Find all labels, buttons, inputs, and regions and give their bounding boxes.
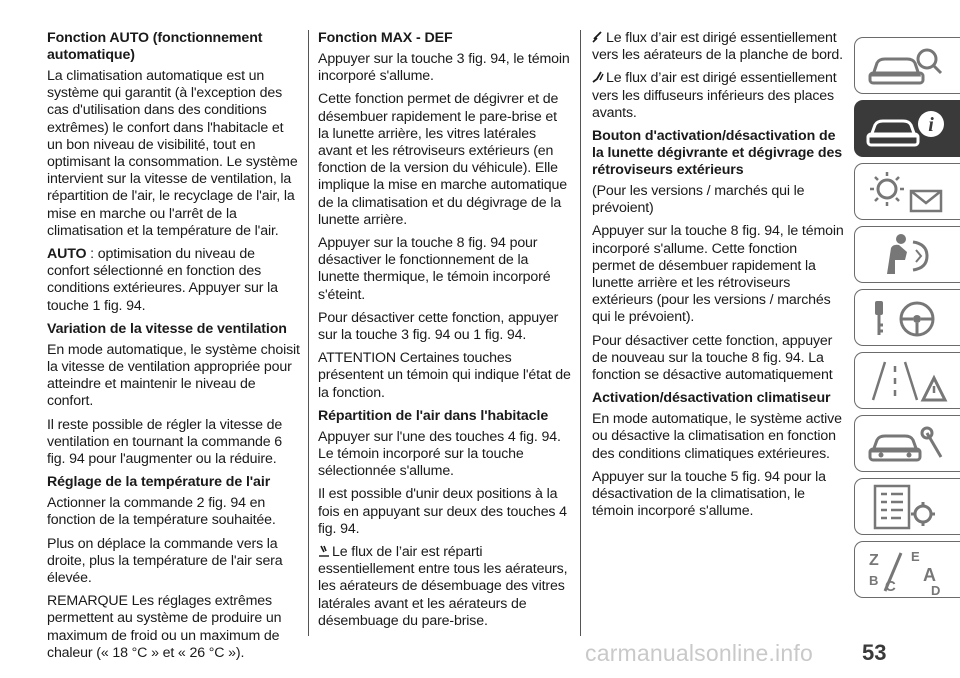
paragraph-flow-footwell: Le flux d’air est dirigé essentiellement vers les diffuseurs inférieurs des places avants. bbox=[592, 70, 837, 121]
auto-key-label: AUTO bbox=[47, 246, 87, 263]
airflow-dashboard-icon bbox=[592, 31, 604, 43]
column-2 bbox=[318, 30, 571, 636]
car-info-icon bbox=[861, 104, 951, 154]
page-number: 53 bbox=[862, 640, 887, 665]
airflow-footwell-icon bbox=[592, 71, 604, 83]
chapter-sidebar bbox=[854, 0, 960, 678]
svg-text:E: E bbox=[911, 549, 920, 564]
airflow-windscreen-icon bbox=[318, 545, 330, 557]
svg-text:B: B bbox=[869, 573, 879, 588]
key-steering-icon bbox=[861, 293, 951, 343]
heading-air-distribution: Répartition de l'air dans l'habitacle bbox=[318, 407, 549, 424]
paragraph-max-def-2: Cette fonction permet de dégivrer et de désembuer rapidement le pare-brise et la lunette arrière, les vitres latérales avant et les rétroviseurs extérieurs (en fonction de la version du véhicule). Elle implique la mise en marche automatique de la climatisation et du dégivrage de la lunette arrière. bbox=[318, 91, 568, 228]
tab-vehicle-overview[interactable] bbox=[854, 37, 960, 94]
paragraph-temperature-1: Actionner la commande 2 fig. 94 en fonction de la température souhaitée. bbox=[47, 495, 276, 529]
car-maintenance-icon bbox=[861, 419, 951, 469]
paragraph-air-conditioning-1: En mode automatique, le système active ou désactive la climatisation en fonction des conditions climatiques extérieures. bbox=[592, 411, 842, 462]
heading-rear-defrost-button: Bouton d'activation/désactivation de la lunette dégivrante et dégivrage des rétroviseurs extérieurs bbox=[592, 128, 843, 179]
watermark: carmanualsonline.info bbox=[585, 640, 813, 666]
technical-data-icon bbox=[861, 482, 951, 532]
tab-technical-specifications[interactable] bbox=[854, 478, 960, 535]
column-3 bbox=[592, 30, 844, 526]
paragraph-rear-defrost-1: (Pour les versions / marchés qui le prévoient) bbox=[592, 183, 805, 217]
tab-starting-driving[interactable] bbox=[854, 289, 960, 346]
alphabetical-index-icon bbox=[861, 545, 951, 595]
paragraph-air-distribution-1: Appuyer sur l'une des touches 4 fig. 94. Le témoin incorporé sur la touche sélectionnée s'allume. bbox=[318, 428, 561, 480]
auto-key-description: : optimisation du niveau de confort sélectionné en fonction des conditions extérieures. Appuyer sur la touche 1 fig. 94. bbox=[47, 246, 278, 314]
paragraph-temperature-2: Plus on déplace la commande vers la droite, plus la température de l'air sera élevée. bbox=[47, 535, 283, 587]
car-search-icon bbox=[861, 41, 951, 91]
heading-fan-speed: Variation de la vitesse de ventilation bbox=[47, 320, 287, 337]
paragraph-fan-speed-2: Il reste possible de régler la vitesse de ventilation en tournant la commande 6 fig. 94 pour l'augmenter ou la réduire. bbox=[47, 416, 283, 468]
road-warning-icon bbox=[861, 356, 951, 406]
paragraph-temperature-note: REMARQUE Les réglages extrêmes permettent au système de produire un maximum de froid ou un maximum de chaleur (« 18 °C » et « 26 °C »). bbox=[47, 593, 282, 661]
tab-getting-to-know-vehicle[interactable] bbox=[854, 100, 960, 157]
svg-text:C: C bbox=[885, 578, 896, 595]
paragraph-fan-speed-1: En mode automatique, le système choisit la vitesse de ventilation appropriée pour atteindre et maintenir le niveau de confort. bbox=[47, 341, 300, 410]
paragraph-rear-defrost-3: Pour désactiver cette fonction, appuyer de nouveau sur la touche 8 fig. 94. La fonction se désactive automatiquement bbox=[592, 332, 833, 384]
paragraph-air-distribution-2: Il est possible d'unir deux positions à la fois en appuyant sur deux des touches 4 fig. 94. bbox=[318, 486, 567, 537]
column-divider bbox=[308, 30, 309, 636]
airbag-seat-icon bbox=[861, 230, 951, 280]
tab-safety[interactable] bbox=[854, 226, 960, 283]
paragraph-flow-dashboard: Le flux d’air est dirigé essentiellement vers les aérateurs de la planche de bord. bbox=[592, 30, 843, 64]
paragraph-max-def-warning: ATTENTION Certaines touches présentent un témoin qui indique l'état de la fonction. bbox=[318, 350, 571, 401]
heading-max-def: Fonction MAX - DEF bbox=[318, 30, 453, 46]
paragraph-auto-key bbox=[47, 246, 300, 315]
paragraph-max-def-1: Appuyer sur la touche 3 fig. 94, le témoin incorporé s'allume. bbox=[318, 51, 570, 85]
tab-index[interactable] bbox=[854, 541, 960, 598]
paragraph-auto-intro: La climatisation automatique est un système qui garantit (à l'exception des cas d'utilisation dans des conditions extrêmes) le confort dans l'habitacle et un bon niveau de visibilité, tout en optimisant la consommation. Le système intervient sur la vitesse de ventilation, la répartition de l'air, le recyclage de l'air, la mise en marche ou l'arrêt de la climatisation et la température de l'air. bbox=[47, 68, 298, 239]
tab-warning-lights[interactable] bbox=[854, 163, 960, 220]
tab-servicing-care[interactable] bbox=[854, 415, 960, 472]
svg-text:D: D bbox=[931, 583, 941, 595]
paragraph-max-def-4: Pour désactiver cette fonction, appuyer sur la touche 3 fig. 94 ou 1 fig. 94. bbox=[318, 309, 559, 344]
heading-temperature: Réglage de la température de l'air bbox=[47, 474, 271, 491]
paragraph-air-distribution-3: Le flux de l’air est réparti essentiellement entre tous les aérateurs, les aérateurs de désembuage des vitres latérales avant et les aérateurs de désembuage du pare-brise. bbox=[318, 544, 568, 629]
column-1 bbox=[47, 30, 300, 668]
tab-in-emergency[interactable] bbox=[854, 352, 960, 409]
svg-text:A: A bbox=[923, 565, 936, 585]
column-divider bbox=[580, 30, 581, 636]
paragraph-air-conditioning-2: Appuyer sur la touche 5 fig. 94 pour la désactivation de la climatisation, le témoin incorporé s'allume. bbox=[592, 468, 826, 520]
heading-auto-function: Fonction AUTO (fonctionnement automatique) bbox=[47, 30, 263, 63]
heading-air-conditioning: Activation/désactivation climatiseur bbox=[592, 390, 831, 407]
svg-text:i: i bbox=[928, 114, 934, 136]
paragraph-max-def-3: Appuyer sur la touche 8 fig. 94 pour désactiver le fonctionnement de la lunette thermique, le témoin incorporé s'éteint. bbox=[318, 235, 551, 303]
paragraph-rear-defrost-2: Appuyer sur la touche 8 fig. 94, le témoin incorporé s'allume. Cette fonction permet de désembuer rapidement la lunette arrière et les rétroviseurs extérieurs (pour les versions / marchés qui le prévoient). bbox=[592, 223, 844, 326]
warning-lights-icon bbox=[861, 167, 951, 217]
svg-text:Z: Z bbox=[869, 552, 879, 569]
